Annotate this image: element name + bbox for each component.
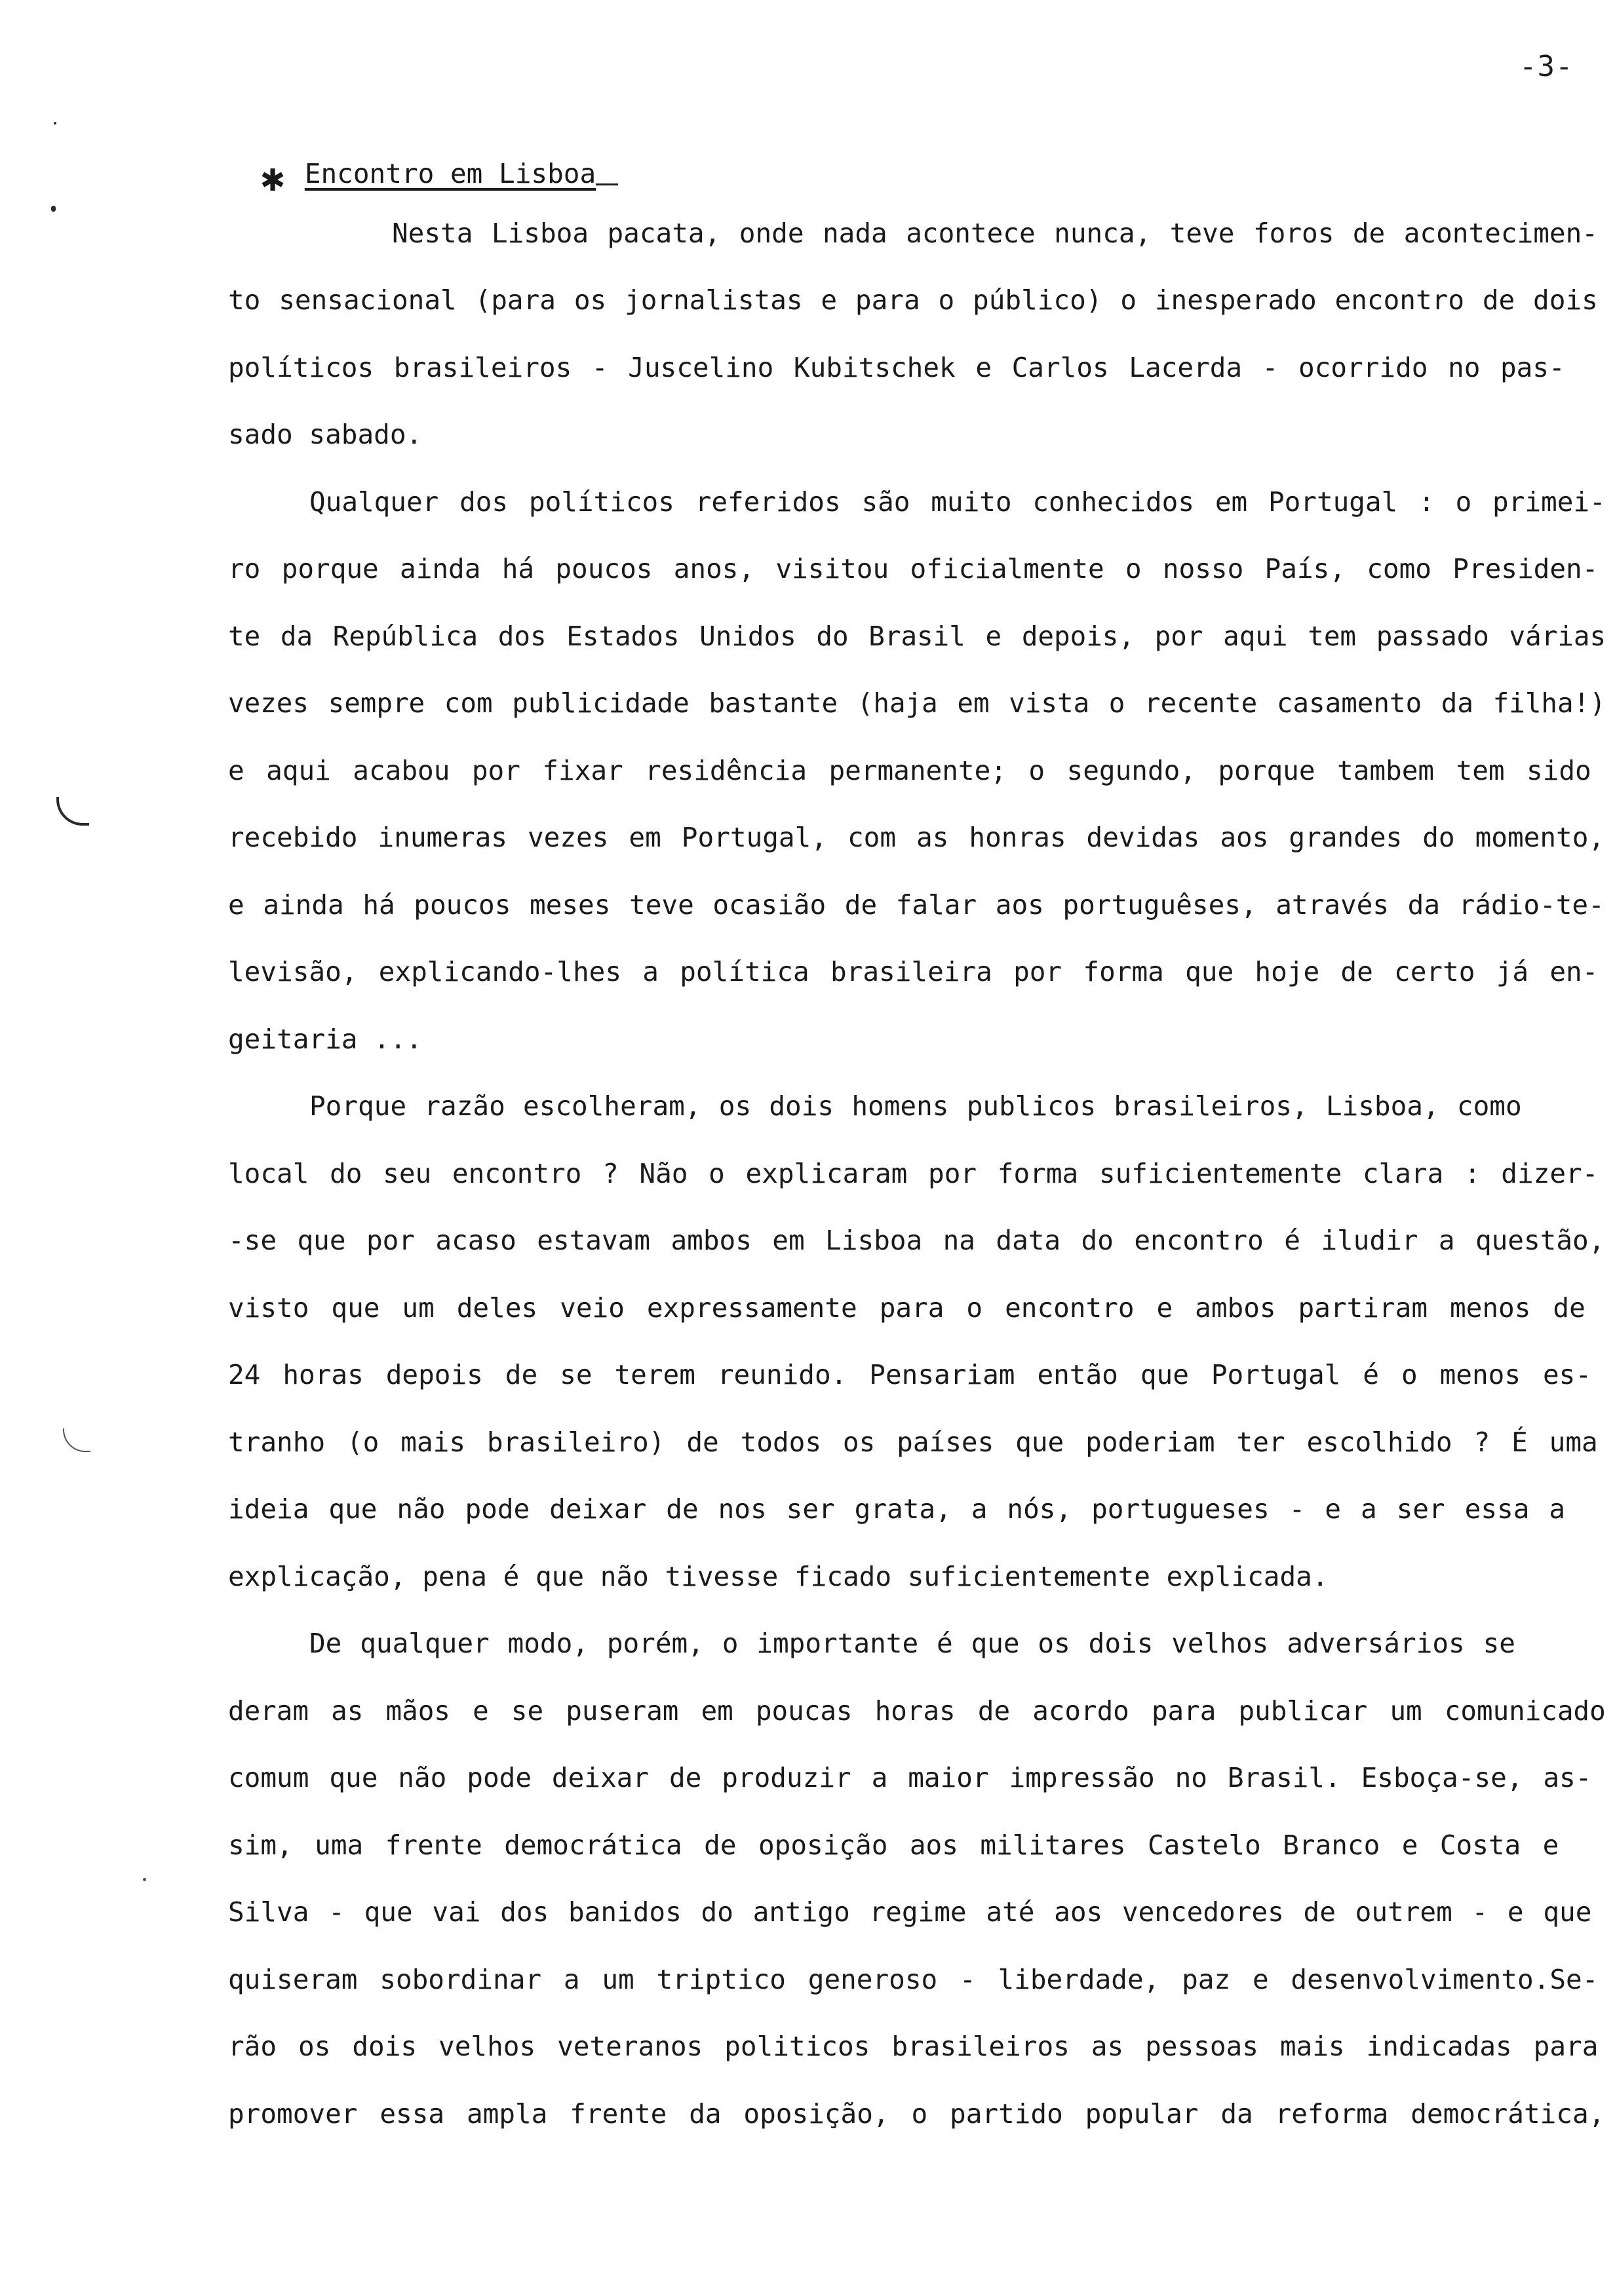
page-number: -3- [1519, 50, 1574, 83]
text-line: ro porque ainda há poucos anos, visitou oficialmente o nosso País, como Presiden- [228, 553, 1599, 584]
text-line: local do seu encontro ? Não o explicaram por forma suficientemente clara : dizer- [228, 1158, 1599, 1189]
text-line: recebido inumeras vezes em Portugal, com as honras devidas aos grandes do momento, [228, 822, 1605, 853]
text-line: sado sabado. [228, 419, 423, 450]
text-line: te da República dos Estados Unidos do Brasil e depois, por aqui tem passado várias [228, 621, 1606, 652]
text-line: rão os dois velhos veteranos politicos brasileiros as pessoas mais indicadas para [228, 2031, 1599, 2062]
asterisk-icon: ✱ [261, 155, 285, 201]
text-line: Nesta Lisboa pacata, onde nada acontece nunca, teve foros de acontecimen- [392, 218, 1598, 249]
margin-mark [143, 1878, 146, 1881]
text-line: comum que não pode deixar de produzir a maior impressão no Brasil. Esboça-se, as- [228, 1762, 1592, 1793]
text-line: Porque razão escolheram, os dois homens publicos brasileiros, Lisboa, como [309, 1090, 1522, 1122]
text-line: e ainda há poucos meses teve ocasião de falar aos portuguêses, através da rádio-te- [228, 889, 1605, 921]
text-line: ideia que não pode deixar de nos ser grata, a nós, portugueses - e a ser essa a [228, 1493, 1566, 1525]
text-line: promover essa ampla frente da oposição, o partido popular da reforma democrática, [228, 2098, 1605, 2130]
text-line: deram as mãos e se puseram em poucas horas de acordo para publicar um comunicado [228, 1695, 1606, 1727]
text-line: -se que por acaso estavam ambos em Lisboa na data do encontro é iludir a questão, [228, 1225, 1605, 1256]
margin-mark [51, 206, 56, 212]
margin-mark [56, 797, 89, 826]
text-line: vezes sempre com publicidade bastante (haja em vista o recente casamento da filha!) [228, 687, 1606, 719]
margin-mark [54, 122, 56, 124]
text-line: 24 horas depois de se terem reunido. Pensariam então que Portugal é o menos es- [228, 1359, 1592, 1390]
text-line: explicação, pena é que não tivesse ficado suficientemente explicada. [228, 1561, 1329, 1592]
text-line: Silva - que vai dos banidos do antigo regime até aos vencedores de outrem - e que [228, 1896, 1592, 1928]
text-line: to sensacional (para os jornalistas e para o público) o inesperado encontro de dois [228, 284, 1598, 316]
margin-mark [63, 1428, 90, 1452]
text-line: quiseram sobordinar a um triptico generoso - liberdade, paz e desenvolvimento.Se- [228, 1964, 1599, 1995]
text-line: geitaria ... [228, 1024, 423, 1055]
text-line: Qualquer dos políticos referidos são muito conhecidos em Portugal : o primei- [309, 486, 1606, 518]
text-line: políticos brasileiros - Juscelino Kubitschek e Carlos Lacerda - ocorrido no pas- [228, 352, 1565, 383]
heading-title: Encontro em Lisboa [304, 158, 596, 189]
text-line: De qualquer modo, porém, o importante é que os dois velhos adversários se [309, 1628, 1515, 1659]
text-line: e aqui acabou por fixar residência permanente; o segundo, porque tambem tem sido [228, 755, 1591, 786]
section-heading [261, 147, 618, 201]
text-line: levisão, explicando-lhes a política brasileira por forma que hoje de certo já en- [228, 956, 1599, 987]
heading-underline [596, 183, 618, 185]
text-line: visto que um deles veio expressamente para o encontro e ambos partiram menos de [228, 1292, 1586, 1324]
text-line: tranho (o mais brasileiro) de todos os países que poderiam ter escolhido ? É uma [228, 1426, 1598, 1458]
text-line: sim, uma frente democrática de oposição aos militares Castelo Branco e Costa e [228, 1829, 1559, 1861]
